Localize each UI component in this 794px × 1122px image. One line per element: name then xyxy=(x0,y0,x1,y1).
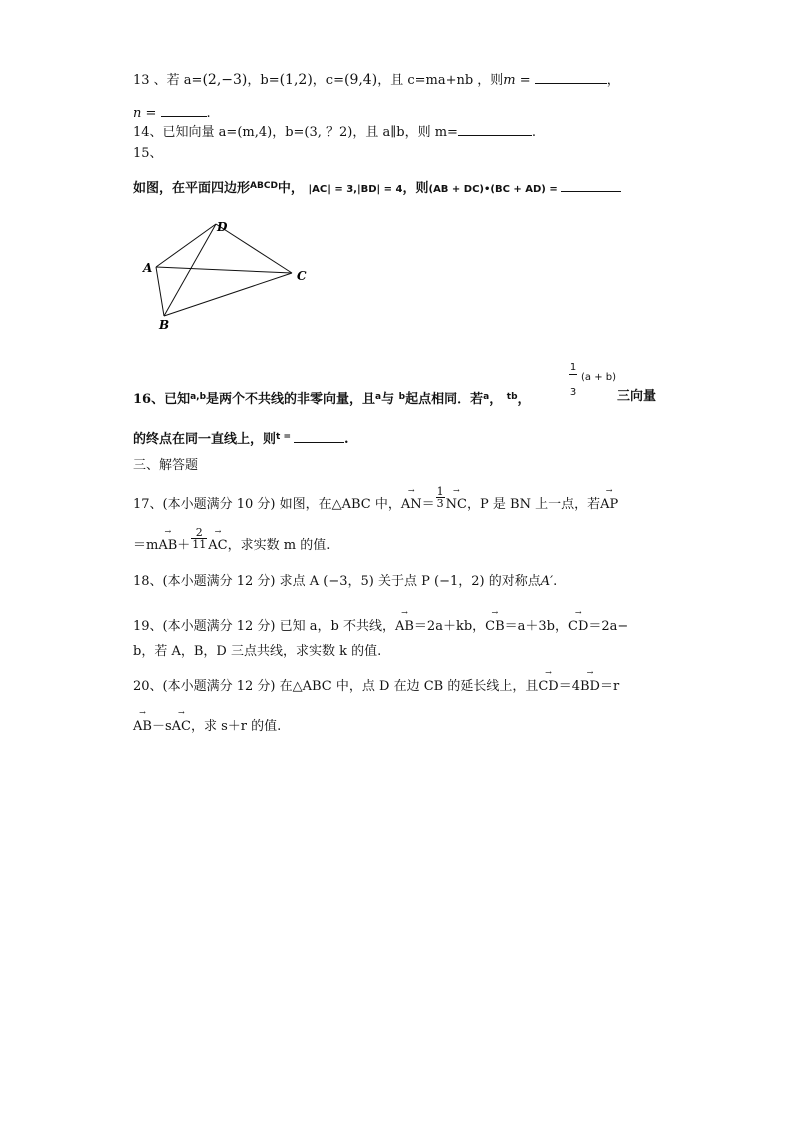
q19-line2 xyxy=(133,643,381,661)
q15-abcd: ABCD xyxy=(250,181,278,191)
q17-text: ，P 是 BN 上一点，若 xyxy=(467,497,601,512)
label-a: A xyxy=(143,261,153,275)
q16-vector-a: a xyxy=(375,392,382,402)
edge-ad xyxy=(156,224,216,267)
q15-lead: 如图，在平面四边形 xyxy=(133,181,251,196)
q15-condition: |AC| = 3,|BD| = 4 xyxy=(308,184,403,195)
q17-fraction xyxy=(436,486,445,509)
edge-ac xyxy=(156,267,292,273)
q16-var-t: t = xyxy=(276,432,291,442)
section-title xyxy=(133,457,198,475)
q19-line1 xyxy=(133,618,628,636)
section-title-text: 三、解答题 xyxy=(133,458,199,473)
q17-eq: ＝ xyxy=(421,497,435,512)
q15-expression: (AB + DC)•(BC + AD) = xyxy=(428,184,562,195)
q17-vector-nc: → NC xyxy=(446,496,467,514)
q17-plus: ＋ xyxy=(177,538,191,553)
q13-line2 xyxy=(133,104,211,123)
q16-text: 三向量 xyxy=(617,389,657,404)
q16-comma: ， xyxy=(489,392,503,407)
q16-fraction xyxy=(569,362,577,399)
q16-vector-a: a xyxy=(483,392,490,402)
q13-vector-a: (2,−3) xyxy=(202,72,248,88)
q16-vector-tb: tb xyxy=(506,392,518,402)
edge-bd xyxy=(164,224,216,316)
q16-text: 起点相同．若 xyxy=(405,392,484,407)
q13-eq: = xyxy=(515,73,535,88)
q17-line1 xyxy=(133,485,619,514)
q15-number xyxy=(133,145,163,163)
q20-text: ＝4 xyxy=(558,679,580,694)
q14-end: . xyxy=(531,125,537,140)
q19-text: ＝a＋3b， xyxy=(504,619,568,634)
q17-fraction-2 xyxy=(191,527,207,550)
q16-lead: 16、已知 xyxy=(133,392,191,407)
q20-vector-cd: → CD xyxy=(538,678,558,696)
q20-lead: 20、(本小题满分 12 分) 在△ABC 中，点 D 在边 CB 的延长线上，且 xyxy=(133,679,539,694)
q13-vector-c: (9,4) xyxy=(343,72,378,88)
q20-text: －s xyxy=(151,719,172,734)
q17-frac2-num: 2 xyxy=(191,527,207,539)
q17-line2 xyxy=(133,526,331,555)
edge-bc xyxy=(164,273,292,316)
q18-point: A′ xyxy=(540,574,554,589)
q13-line1 xyxy=(133,71,620,90)
q17-text: ＝m xyxy=(133,538,159,553)
q18-text: 18、(本小题满分 12 分) 求点 A (−3，5) 关于点 P (−1，2) 的对称点 xyxy=(133,574,541,589)
q16-line1 xyxy=(133,388,531,409)
q13-lead: 13 、若 a= xyxy=(133,73,203,88)
q13-blank-m[interactable] xyxy=(535,71,607,84)
q13-blank-n[interactable] xyxy=(161,104,207,117)
q20-vector-ac: → AC xyxy=(172,718,191,736)
q13-text: ，b= xyxy=(247,73,280,88)
q20-vector-ab: → AB xyxy=(133,718,152,736)
q20-text: ，求 s＋r 的值. xyxy=(190,719,282,734)
q13-vector-b: (1,2) xyxy=(279,72,313,88)
q15-line xyxy=(133,177,621,199)
q16-line2 xyxy=(133,428,349,449)
q20-text: ＝r xyxy=(599,679,620,694)
q17-vector-ap: → AP xyxy=(600,496,618,514)
q19-text: ＝2a＋kb， xyxy=(413,619,486,634)
q19-lead: 19、(本小题满分 12 分) 已知 a，b 不共线， xyxy=(133,619,395,634)
q15-mid: 中， xyxy=(277,181,304,196)
q16-blank[interactable] xyxy=(294,430,344,443)
q19-text: ＝2a− xyxy=(588,619,629,634)
q17-frac2-den: 11 xyxy=(192,538,207,551)
q18-line xyxy=(133,573,557,591)
label-d: D xyxy=(217,220,228,234)
q16-comma: ， xyxy=(517,392,531,407)
q13-text: ，c= xyxy=(312,73,344,88)
q13-var-m: m xyxy=(503,73,516,88)
q16-frac-den: 3 xyxy=(569,387,577,398)
q16-frac-num: 1 xyxy=(569,362,577,373)
q13-end: . xyxy=(206,106,211,121)
q16-text: 的终点在同一直线上，则 xyxy=(133,432,277,447)
label-b: B xyxy=(159,318,170,332)
q17-lead: 17、(本小题满分 10 分) 如图，在△ABC 中， xyxy=(133,497,401,512)
q15-num: 15、 xyxy=(133,146,163,161)
label-c: C xyxy=(297,269,307,283)
q16-frac-expr: (a + b) xyxy=(581,372,617,383)
q13-var-n: n xyxy=(133,106,142,121)
q20-line1 xyxy=(133,678,619,696)
q19-text: b，若 A，B，D 三点共线，求实数 k 的值. xyxy=(133,644,382,659)
q19-vector-ab: → AB xyxy=(395,618,414,636)
q17-text: ，求实数 m 的值. xyxy=(227,538,331,553)
q16-vector-b: b xyxy=(398,392,406,402)
q16-text: 是两个不共线的非零向量，且 xyxy=(206,392,376,407)
q16-three-vectors xyxy=(617,388,656,406)
q15-then: ，则 xyxy=(402,181,429,196)
quadrilateral-figure xyxy=(140,218,315,336)
q16-vectors-ab: a,b xyxy=(190,392,207,402)
q19-vector-cd: → CD xyxy=(568,618,588,636)
q19-vector-cb: → CB xyxy=(485,618,505,636)
q20-line2 xyxy=(133,718,281,736)
q20-vector-bd: → BD xyxy=(580,678,600,696)
edge-ab xyxy=(156,267,164,316)
q13-text: ，且 c=ma+nb ，则 xyxy=(377,73,504,88)
q14-blank[interactable] xyxy=(458,123,532,136)
q18-end: . xyxy=(553,574,558,589)
q17-frac-den: 3 xyxy=(436,497,444,510)
q17-frac-num: 1 xyxy=(436,485,444,498)
q14-line xyxy=(133,123,536,142)
q17-vector-an: → AN xyxy=(401,496,422,514)
q13-comma: ， xyxy=(606,73,620,88)
q14-text: 14、已知向量 a=(m,4)，b=(3, ？2)，且 a∥b，则 m= xyxy=(133,125,458,140)
q16-end: . xyxy=(344,432,349,447)
q17-vector-ab: → AB xyxy=(158,537,177,555)
q17-vector-ac: → AC xyxy=(208,537,227,555)
q16-text: 与 xyxy=(381,392,395,407)
q15-blank[interactable] xyxy=(561,179,621,192)
q13-eq: = xyxy=(141,106,161,121)
